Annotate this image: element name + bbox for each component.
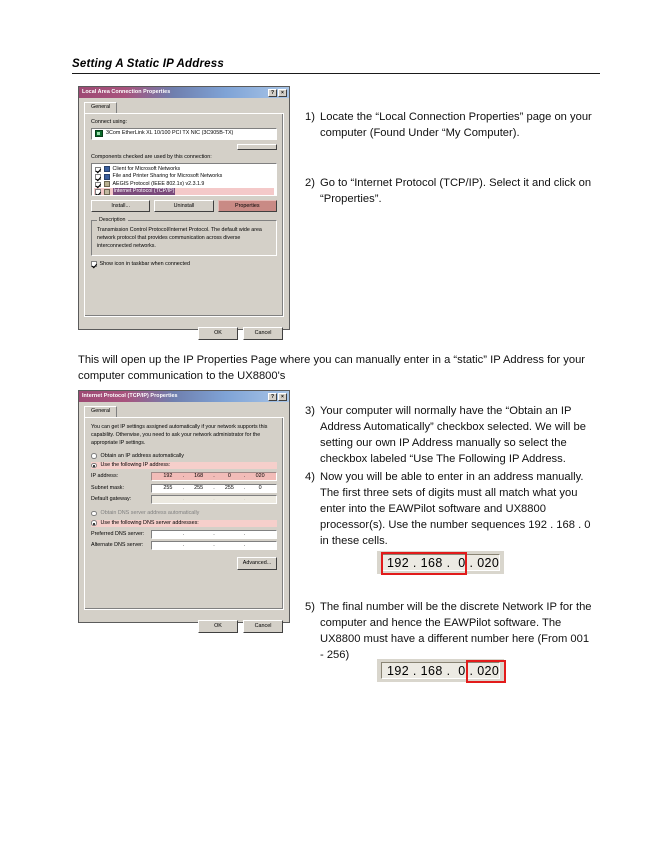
ip-dot: . (182, 542, 184, 549)
ip-dot: . (244, 496, 246, 503)
subnet-mask-row (91, 484, 277, 493)
instruction-text: Locate the “Local Connection Properties” page on your computer (Found Under “My Computer). (320, 111, 592, 139)
radio-label: Use the following DNS server addresses: (100, 519, 199, 526)
instruction-item-3 (305, 404, 593, 468)
dialog1-titlebar-buttons (268, 89, 287, 97)
protocol-icon (104, 181, 110, 187)
ip-dot: . (213, 484, 215, 491)
alternate-dns-row (91, 541, 277, 550)
ip-dot: . (182, 530, 184, 537)
instruction-number: 3) (305, 405, 315, 417)
ip-dot: . (213, 473, 215, 480)
instruction-group-top (305, 110, 593, 144)
preferred-dns-input[interactable] (151, 530, 277, 539)
ip-octet-2[interactable]: 168 (194, 473, 204, 480)
ip-callout-prefix: 192 . 168 . 0 (387, 663, 466, 678)
instruction-text: Go to “Internet Protocol (TCP/IP). Select it and click on “Properties”. (320, 177, 592, 205)
subnet-mask-input[interactable] (151, 484, 277, 493)
default-gateway-row (91, 495, 277, 504)
ip-address-row (91, 472, 277, 481)
radio-icon[interactable] (91, 463, 97, 469)
checkbox-icon[interactable] (95, 189, 101, 195)
instruction-number: 5) (305, 601, 315, 613)
instruction-number: 1) (305, 111, 315, 123)
ip-dot: . (244, 542, 246, 549)
list-item[interactable] (94, 173, 274, 181)
properties-button[interactable]: Properties (218, 200, 277, 213)
close-icon[interactable]: × (278, 89, 287, 97)
ip-octet-1[interactable]: 192 (163, 473, 173, 480)
description-legend: Description (99, 217, 126, 224)
ip-callout-suffix: . 020 (465, 663, 500, 678)
checkbox-icon[interactable] (91, 261, 97, 267)
dialog2-titlebar-buttons (268, 393, 287, 401)
show-icon-label: Show icon in taskbar when connected (99, 260, 190, 267)
network-adapter-icon (95, 130, 103, 137)
tab-general[interactable]: General (84, 406, 117, 417)
ip-dot: . (213, 496, 215, 503)
preferred-dns-label: Preferred DNS server: (91, 530, 145, 537)
description-group (91, 217, 277, 255)
instruction-number: 2) (305, 177, 315, 189)
radio-label: Obtain an IP address automatically (100, 452, 185, 459)
help-icon[interactable]: ? (268, 89, 277, 97)
local-area-connection-properties-dialog[interactable] (78, 86, 290, 336)
radio-icon[interactable] (91, 520, 97, 526)
ip-octet-3[interactable]: 0 (227, 473, 231, 480)
dialog2-tab-panel (84, 418, 284, 610)
dialog2-footer (79, 615, 289, 638)
dialog1-title: Local Area Connection Properties (82, 89, 171, 96)
instruction-group-5 (305, 600, 593, 666)
nic-name: 3Com EtherLink XL 10/100 PCI TX NIC (3C905B-TX) (106, 130, 234, 137)
advanced-button[interactable]: Advanced... (237, 557, 277, 570)
default-gateway-input[interactable] (151, 495, 277, 504)
instruction-number: 4) (305, 471, 315, 483)
radio-use-following-ip[interactable] (91, 462, 277, 469)
description-text: Transmission Control Protocol/Internet Protocol. The default wide area network protocol that provides communication across diverse interconnected networks. (97, 226, 262, 249)
list-item-label: Client for Microsoft Networks (112, 165, 181, 172)
alternate-dns-input[interactable] (151, 541, 277, 550)
instruction-group-2 (305, 176, 593, 210)
ip-octet-4[interactable]: 020 (255, 473, 265, 480)
ip-dot: . (244, 530, 246, 537)
cancel-button[interactable]: Cancel (243, 327, 283, 340)
components-label: Components checked are used by this connection: (91, 153, 212, 160)
dialog1-tab-panel (84, 114, 284, 317)
radio-use-following-dns[interactable] (91, 520, 277, 527)
instruction-item-1 (305, 110, 593, 142)
cancel-button[interactable]: Cancel (243, 620, 283, 633)
subnet-octet-4[interactable]: 0 (258, 484, 262, 491)
dialog1-footer (79, 322, 289, 345)
radio-label: Use the following IP address: (100, 462, 171, 469)
checkbox-icon[interactable] (95, 174, 101, 180)
instruction-group-3 (305, 404, 593, 470)
ip-callout-value (381, 662, 500, 679)
ip-dot: . (213, 542, 215, 549)
ip-callout-network-portion (377, 551, 504, 574)
instruction-text: Now you will be able to enter in an address manually. The first three sets of digits must all match what you enter into the EAWPilot software and UX8800 processor(s). Use the number sequences 192 . 168 . 0 in these cells. (320, 471, 591, 547)
list-item-label: AEGIS Protocol (IEEE 802.1x) v2.3.1.9 (112, 180, 205, 187)
dialog1-title-bar (79, 87, 289, 98)
configure-row (91, 144, 277, 150)
dialog2-title-bar (79, 391, 289, 402)
close-icon[interactable]: × (278, 393, 287, 401)
ip-dot: . (244, 473, 246, 480)
page-title: Setting A Static IP Address (72, 58, 224, 70)
preferred-dns-row (91, 530, 277, 539)
radio-label: Obtain DNS server address automatically (100, 510, 200, 517)
ip-dot: . (213, 530, 215, 537)
show-icon-row[interactable] (91, 261, 277, 268)
instruction-item-4 (305, 470, 593, 550)
header-divider (72, 73, 600, 74)
ip-dot: . (244, 484, 246, 491)
connect-using-label: Connect using: (91, 119, 127, 125)
install-button[interactable]: Install... (91, 200, 150, 213)
ip-callout-value (381, 554, 500, 571)
ip-dot: . (182, 484, 184, 491)
radio-icon[interactable] (91, 453, 97, 459)
ip-callout-host-portion (377, 659, 504, 682)
help-icon[interactable]: ? (268, 393, 277, 401)
dialog1-tab-strip (84, 102, 284, 114)
nic-field (91, 128, 277, 140)
component-action-buttons (91, 200, 277, 213)
subnet-octet-3[interactable]: 255 (224, 484, 234, 491)
ip-dot: . (182, 473, 184, 480)
list-item-label: Internet Protocol (TCP/IP) (113, 188, 175, 195)
ok-button[interactable]: OK (198, 327, 238, 340)
subnet-mask-label: Subnet mask: (91, 484, 124, 491)
ip-dot: . (182, 496, 184, 503)
instruction-group-4 (305, 470, 593, 552)
protocol-icon (104, 189, 110, 195)
computer-icon (104, 166, 110, 172)
instruction-text: The final number will be the discrete Network IP for the computer and hence the EAWPilot software. The UX8800 must have a different number here (From 001 - 256) (320, 601, 592, 661)
list-item-selected[interactable] (94, 188, 274, 196)
instruction-item-5 (305, 600, 593, 664)
subnet-octet-1[interactable]: 255 (163, 484, 173, 491)
ip-address-input[interactable] (151, 472, 277, 481)
configure-button[interactable] (237, 144, 277, 150)
ok-button[interactable]: OK (198, 620, 238, 633)
components-list[interactable] (91, 163, 277, 196)
tab-general[interactable]: General (84, 102, 117, 113)
radio-obtain-ip-automatically[interactable] (91, 453, 277, 460)
ip-callout-suffix: . 020 (465, 555, 500, 570)
radio-icon[interactable] (91, 511, 97, 517)
dialog2-tab-strip (84, 406, 284, 418)
alternate-dns-label: Alternate DNS server: (91, 542, 144, 549)
page-header (72, 58, 600, 74)
subnet-octet-2[interactable]: 255 (194, 484, 204, 491)
internet-protocol-properties-dialog[interactable] (78, 390, 290, 629)
ip-address-label: IP address: (91, 473, 119, 480)
advanced-row (91, 557, 277, 570)
info-text: You can get IP settings assigned automatically if your network supports this capability. Otherwise, you need to ask your network administrator for the appropriate IP settings. (91, 424, 268, 447)
list-item-label: File and Printer Sharing for Microsoft Networks (112, 173, 223, 180)
body-paragraph: This will open up the IP Properties Page where you can manually enter in a “static” IP Address for your computer communication to the UX8800's (78, 354, 586, 383)
list-item[interactable] (94, 166, 274, 174)
default-gateway-label: Default gateway: (91, 496, 132, 503)
checkbox-icon[interactable] (95, 182, 101, 188)
checkbox-icon[interactable] (95, 167, 101, 173)
dialog2-title: Internet Protocol (TCP/IP) Properties (82, 393, 178, 400)
list-item[interactable] (94, 181, 274, 189)
instruction-item-2 (305, 176, 593, 208)
uninstall-button[interactable]: Uninstall (154, 200, 213, 213)
radio-obtain-dns-automatically[interactable] (91, 510, 277, 517)
computer-icon (104, 174, 110, 180)
instruction-text: Your computer will normally have the “Obtain an IP Address Automatically” checkbox selected. We will be setting our own IP Address manually so select the checkbox labeled “Use The Following IP Address. (320, 405, 586, 465)
ip-callout-prefix: 192 . 168 . 0 (387, 555, 466, 570)
